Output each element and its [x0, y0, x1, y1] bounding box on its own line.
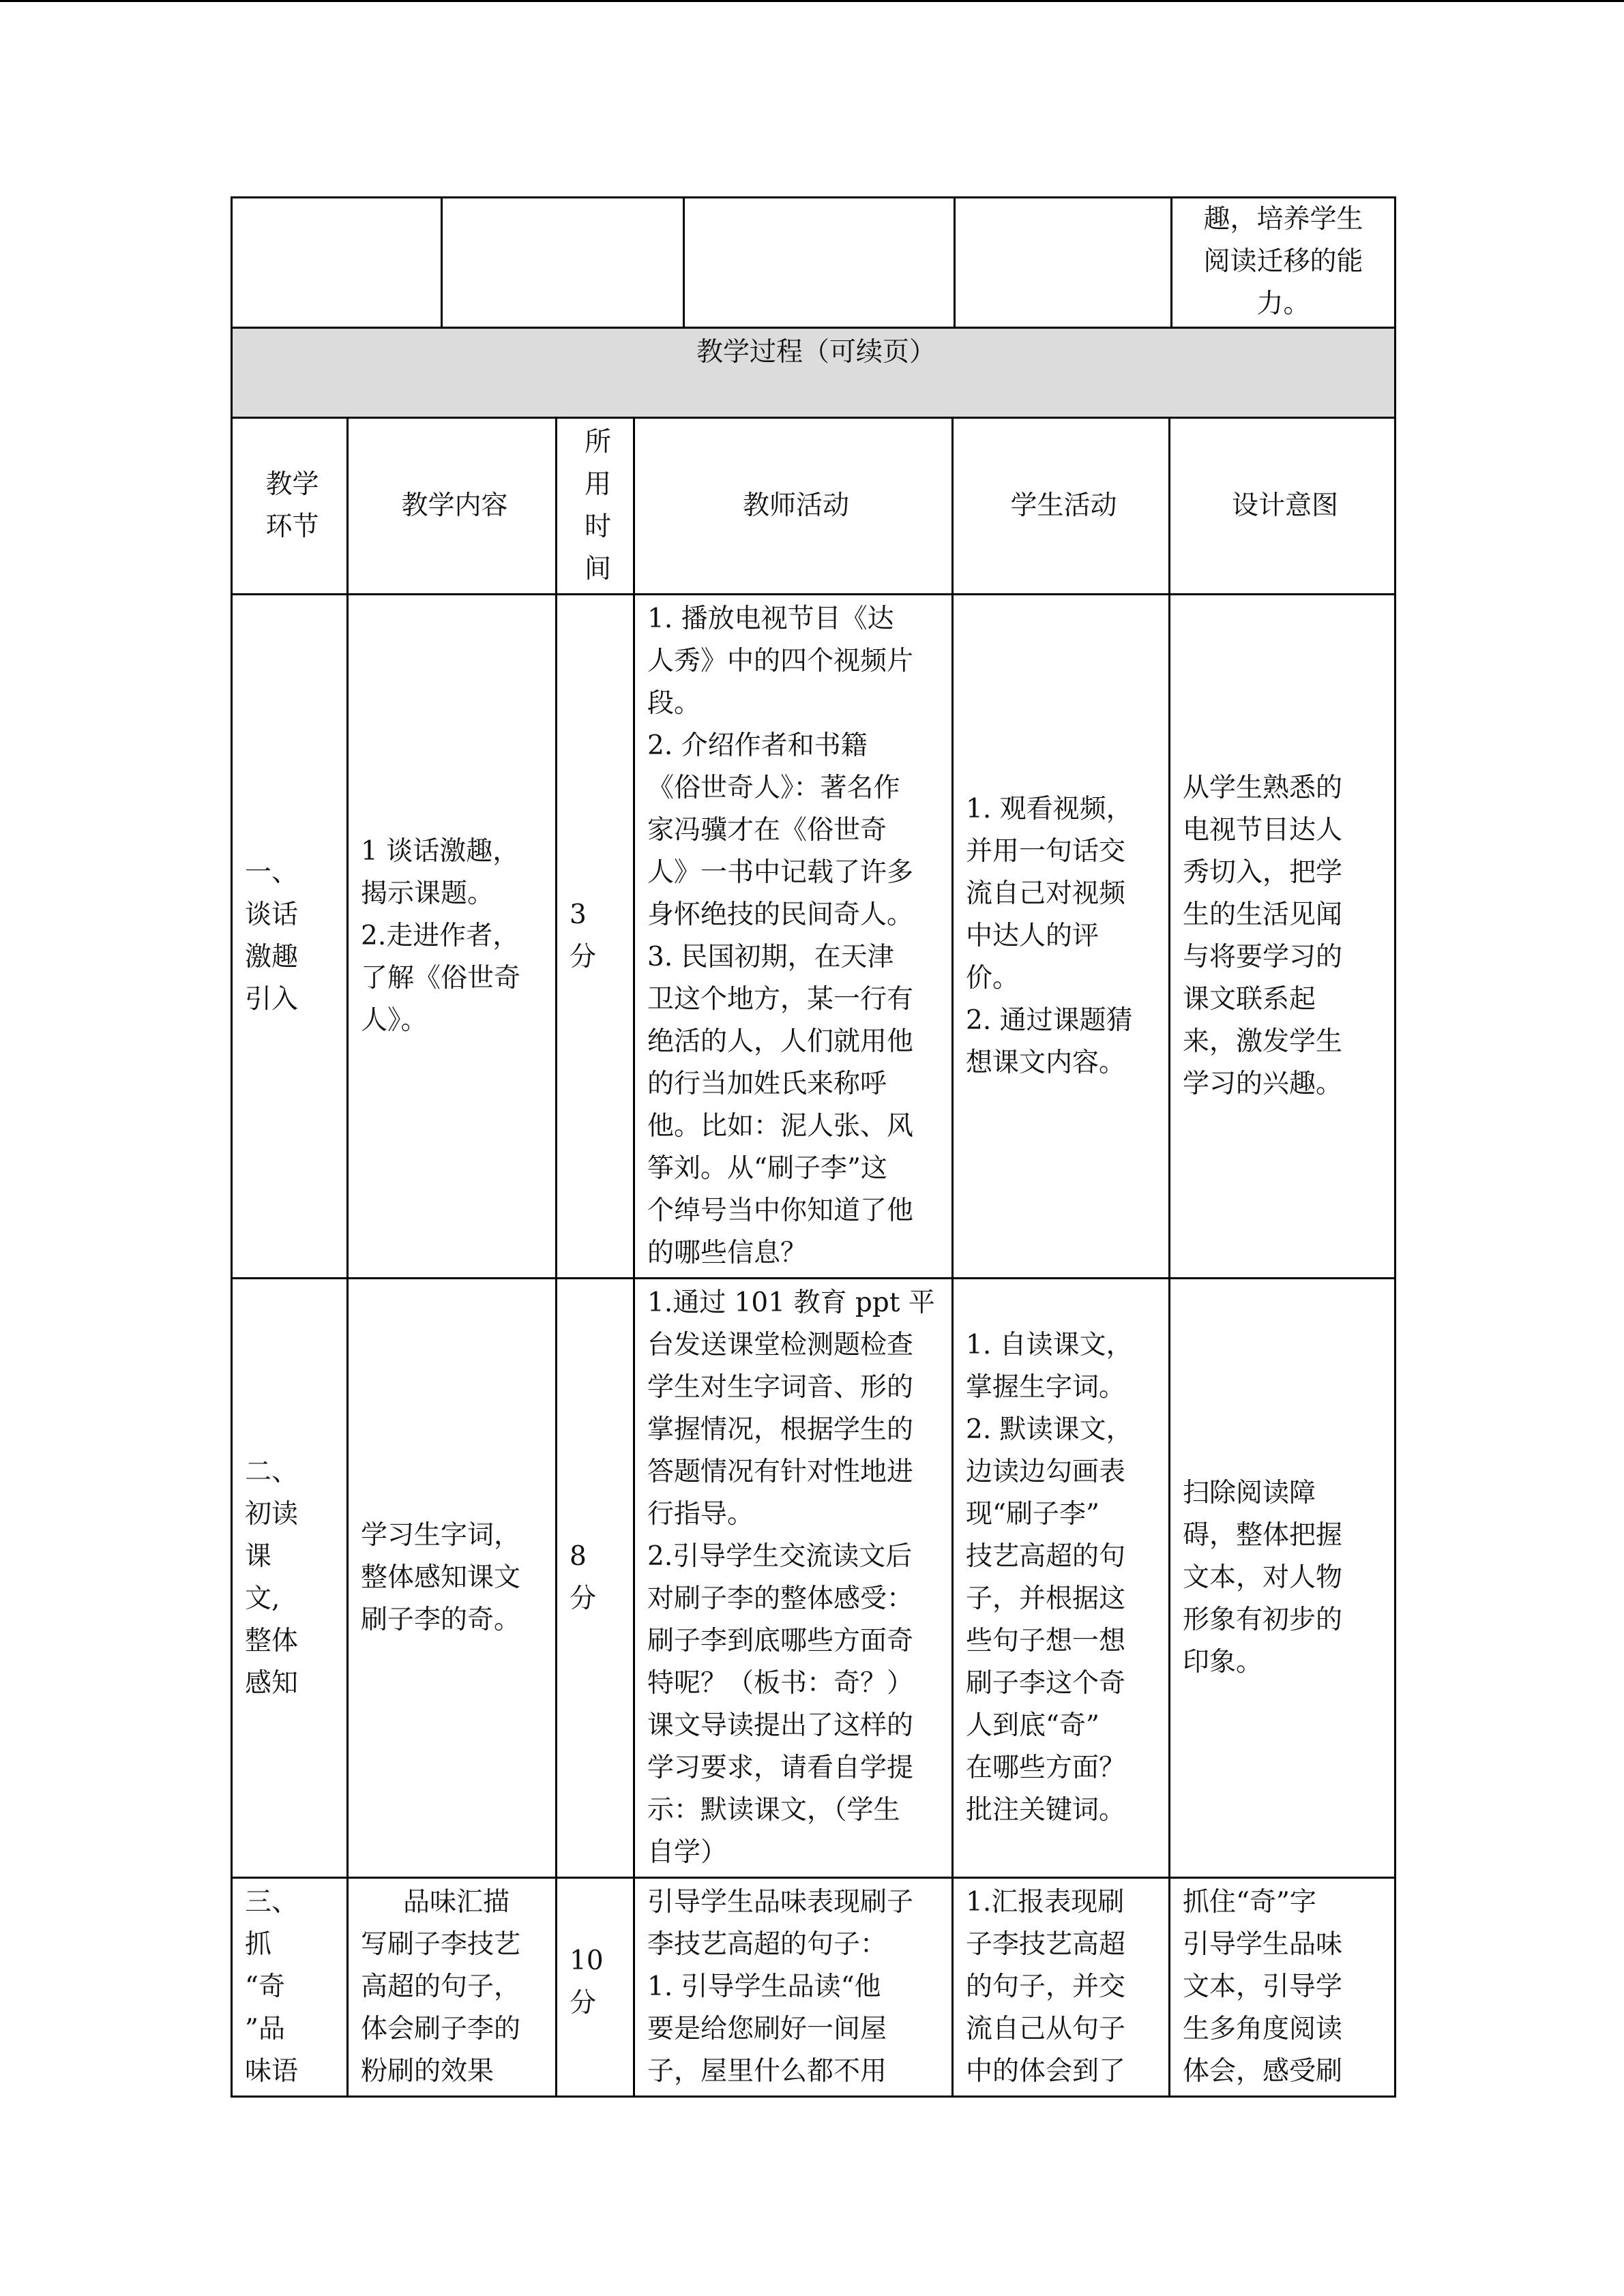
student-cell: 1.汇报表现刷 子李技艺高超 的句子，并交 流自己从句子 中的体会到了 — [953, 1878, 1170, 2097]
time-cell: 3 分 — [557, 595, 634, 1279]
header-content: 教学内容 — [348, 418, 557, 595]
header-row — [232, 418, 1396, 595]
header-student: 学生活动 — [953, 418, 1170, 595]
divider — [954, 198, 956, 327]
teacher-cell: 引导学生品味表现刷子 李技艺高超的句子： 1. 引导学生品读“他 要是给您刷好一间屋 子，屋里什么都不用 — [634, 1878, 953, 2097]
table-row — [232, 1878, 1396, 2097]
header-intent: 设计意图 — [1170, 418, 1396, 595]
stage-cell: 三、 抓 “奇 ”品 味语 — [232, 1878, 348, 2097]
header-teacher: 教师活动 — [634, 418, 953, 595]
content-cell: 1 谈话激趣， 揭示课题。 2.走进作者， 了解《俗世奇 人》。 — [348, 595, 557, 1279]
lesson-plan-table — [231, 196, 1396, 2098]
time-cell: 8 分 — [557, 1279, 634, 1878]
table-row — [232, 595, 1396, 1279]
content-cell: 品味汇描 写刷子李技艺 高超的句子， 体会刷子李的 粉刷的效果 — [348, 1878, 557, 2097]
intent-cell: 抓住“奇”字 引导学生品味 文本，引导学 生多角度阅读 体会，感受刷 — [1170, 1878, 1396, 2097]
intent-cell: 扫除阅读障 碍，整体把握 文本，对人物 形象有初步的 印象。 — [1170, 1279, 1396, 1878]
section-title: 教学过程（可续页） — [232, 328, 1396, 418]
stage-cell: 一、 谈话 激趣 引入 — [232, 595, 348, 1279]
divider — [441, 198, 443, 327]
top-border-line — [0, 0, 1624, 2]
continuation-row — [232, 198, 1396, 328]
header-stage: 教学 环节 — [232, 418, 348, 595]
continuation-intent: 趣，培养学生 阅读迁移的能 力。 — [1203, 204, 1363, 319]
stage-cell: 二、 初读 课 文, 整体 感知 — [232, 1279, 348, 1878]
continuation-cells — [233, 198, 1394, 325]
divider — [683, 198, 685, 327]
teacher-cell: 1. 播放电视节目《达 人秀》中的四个视频片 段。 2. 介绍作者和书籍 《俗世奇人》：著名作 家冯骥才在《俗世奇 人》一书中记载了许多 身怀绝技的民间奇人。 3. 民国初期，在天津 卫这个地方，某一行有 绝活的人，人们就用他 的行当加姓氏来称呼 他。比如：泥人张、风 筝刘。从“刷子李”这 个绰号当中你知道了他 的哪些信息？ — [634, 595, 953, 1279]
content-cell: 学习生字词， 整体感知课文 刷子李的奇。 — [348, 1279, 557, 1878]
student-cell: 1. 观看视频， 并用一句话交 流自己对视频 中达人的评 价。 2. 通过课题猜 想课文内容。 — [953, 595, 1170, 1279]
header-time: 所 用 时 间 — [557, 418, 634, 595]
teacher-cell: 1.通过 101 教育 ppt 平 台发送课堂检测题检查 学生对生字词音、形的 掌握情况，根据学生的 答题情况有针对性地进 行指导。 2.引导学生交流读文后 对刷子李的整体感受： 刷子李到底哪些方面奇 特呢？（板书：奇？） 课文导读提出了这样的 学习要求，请看自学提 示：默读课文，（学生 自学） — [634, 1279, 953, 1878]
time-cell: 10 分 — [557, 1878, 634, 2097]
intent-cell: 从学生熟悉的 电视节目达人 秀切入，把学 生的生活见闻 与将要学习的 课文联系起 来，激发学生 学习的兴趣。 — [1170, 595, 1396, 1279]
table-row — [232, 1279, 1396, 1878]
student-cell: 1. 自读课文， 掌握生字词。 2. 默读课文， 边读边勾画表 现“刷子李” 技艺高超的句 子，并根据这 些句子想一想 刷子李这个奇 人到底“奇” 在哪些方面？ 批注关键词。 — [953, 1279, 1170, 1878]
